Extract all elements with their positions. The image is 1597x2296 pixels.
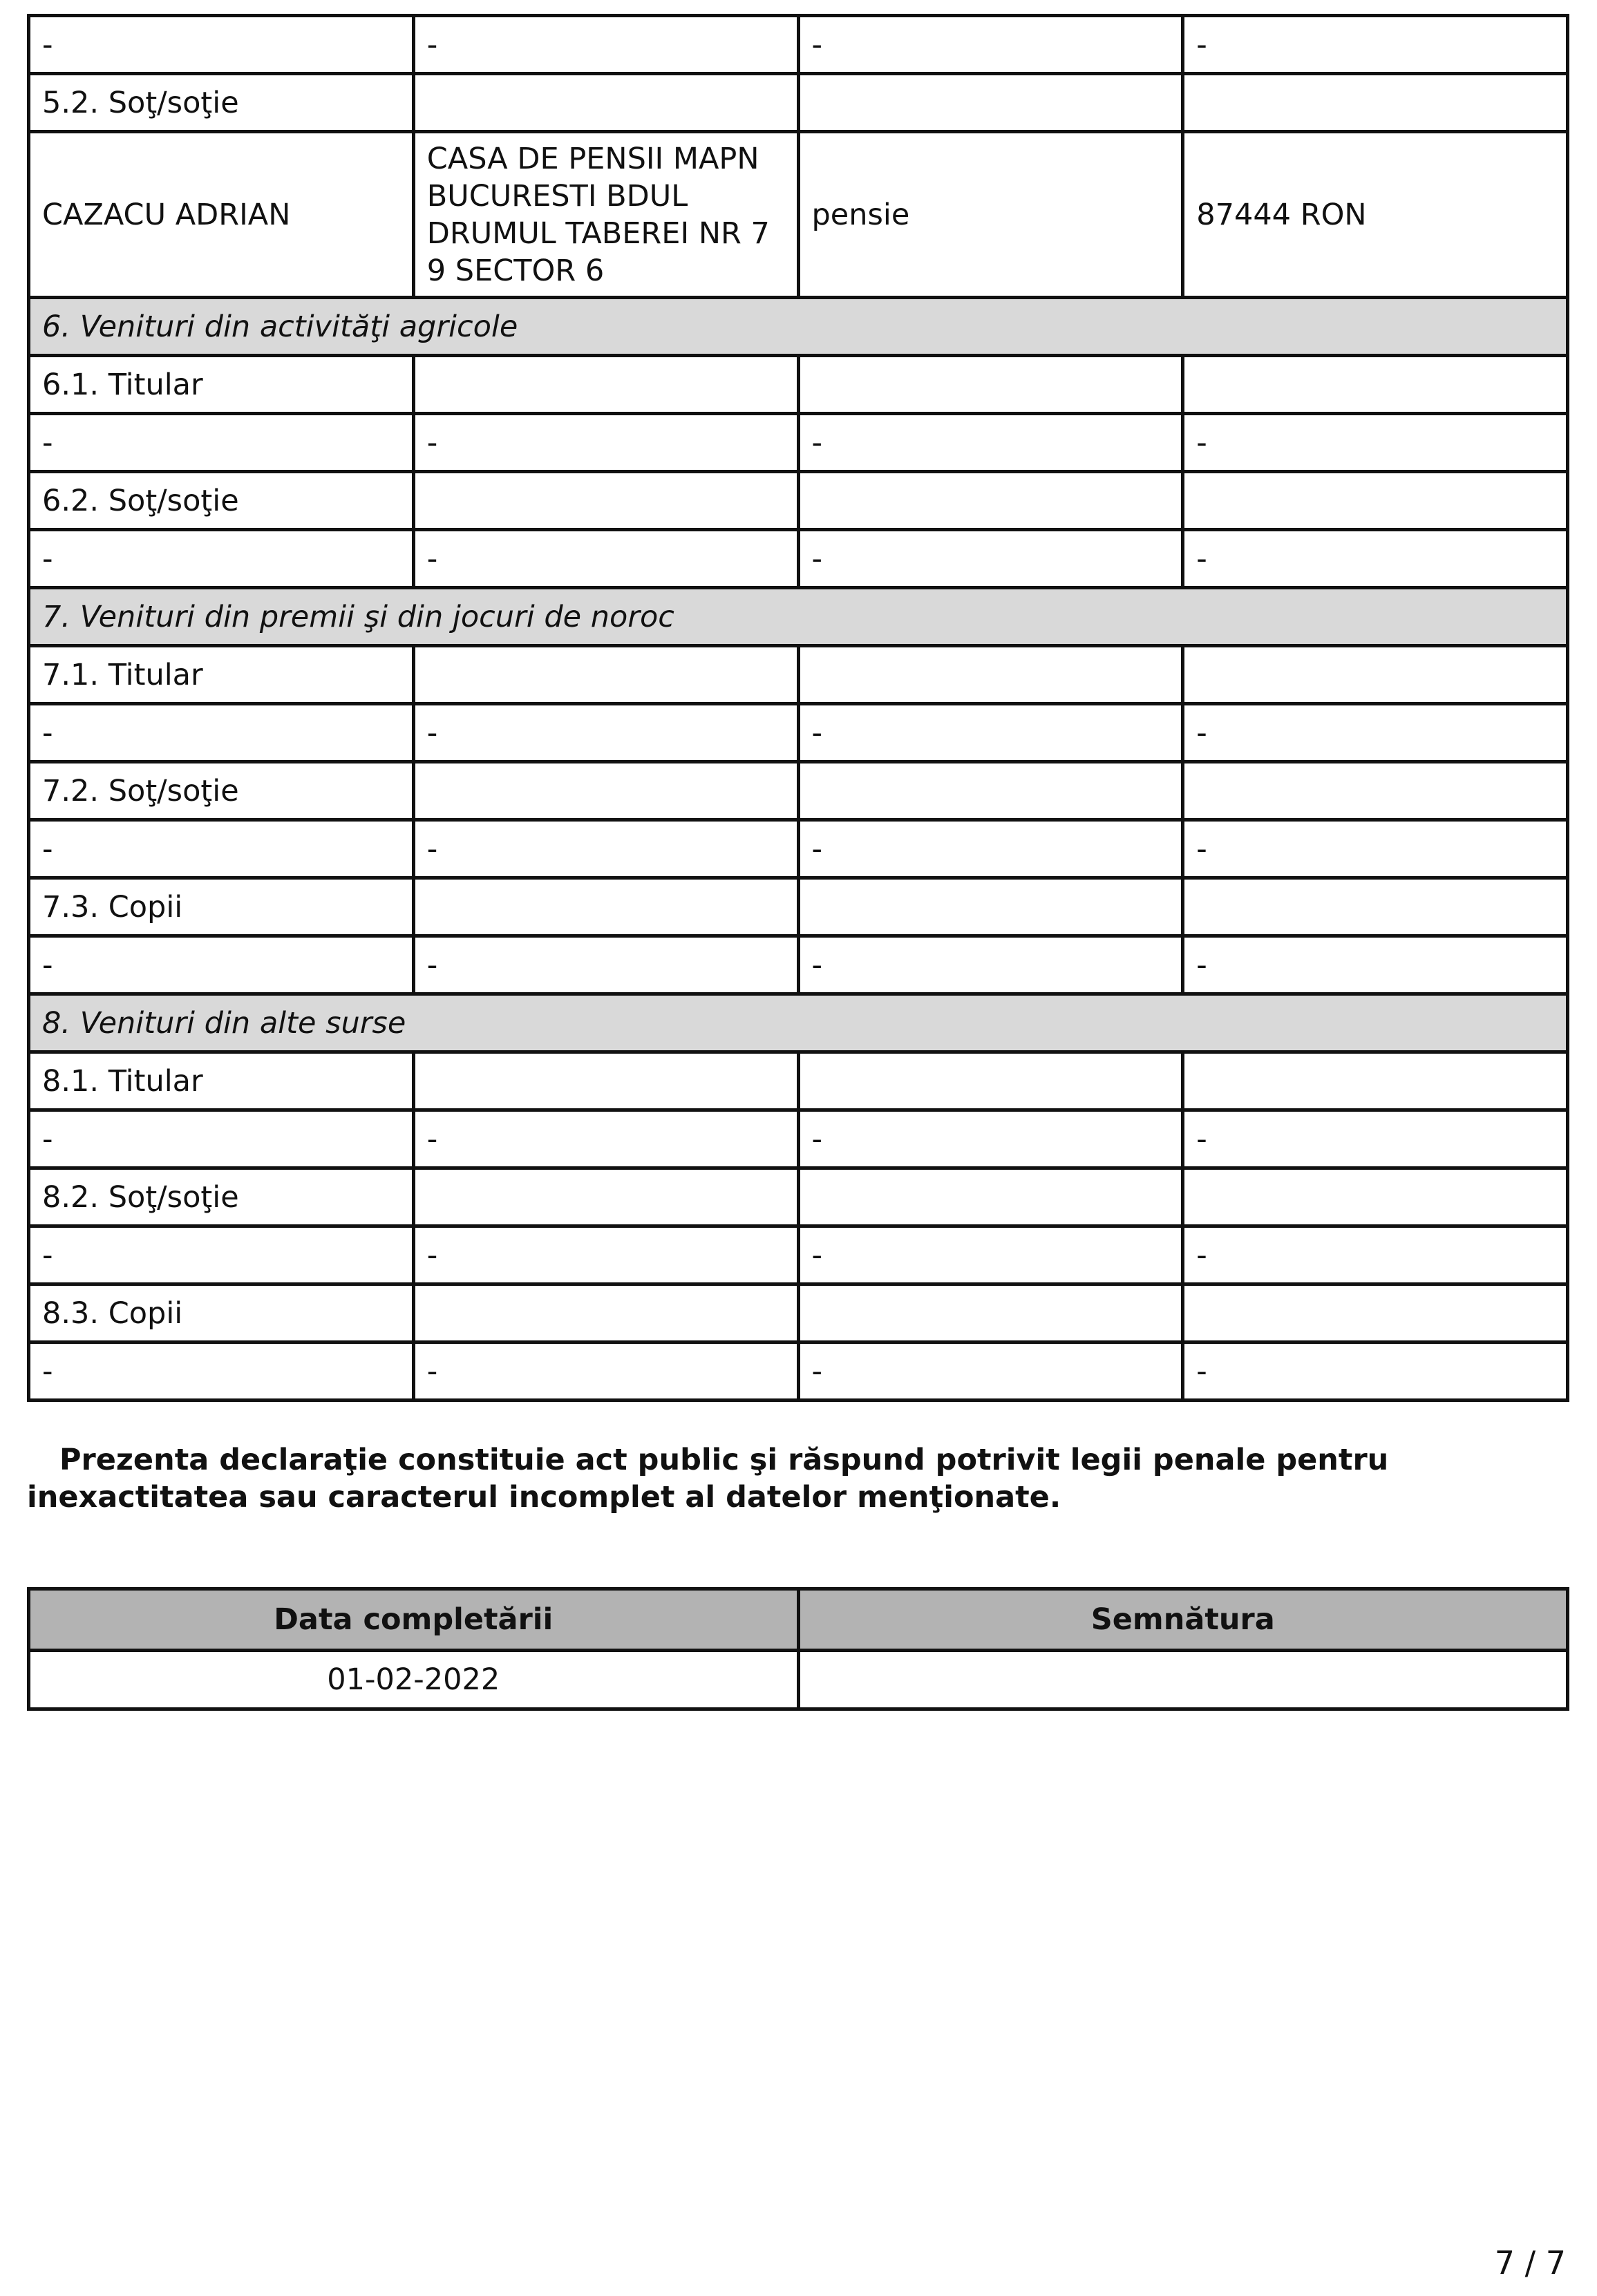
source-cell: - <box>413 414 798 472</box>
empty-cell <box>413 762 798 820</box>
empty-cell <box>1183 1168 1568 1226</box>
table-row <box>29 704 1568 762</box>
subsection-row <box>29 646 1568 704</box>
subsection-label: 5.2. Soţ/soţie <box>29 74 414 132</box>
service-cell: - <box>798 414 1183 472</box>
completion-date: 01-02-2022 <box>29 1651 799 1709</box>
empty-cell <box>1183 646 1568 704</box>
subsection-label: 7.1. Titular <box>29 646 414 704</box>
section-title: 8. Venituri din alte surse <box>29 994 1568 1052</box>
empty-cell <box>413 878 798 936</box>
empty-cell <box>413 356 798 414</box>
empty-cell <box>1183 356 1568 414</box>
beneficiary-cell: CAZACU ADRIAN <box>29 132 414 298</box>
table-row <box>29 414 1568 472</box>
source-cell: - <box>413 820 798 878</box>
section-title: 7. Venituri din premii şi din jocuri de noroc <box>29 588 1568 646</box>
empty-cell <box>1183 1052 1568 1110</box>
beneficiary-cell: - <box>29 704 414 762</box>
service-cell: - <box>798 704 1183 762</box>
source-cell: - <box>413 1110 798 1168</box>
page-number: 7 / 7 <box>1494 2244 1566 2281</box>
empty-cell <box>798 356 1183 414</box>
date-header: Data completării <box>29 1589 799 1651</box>
income-amount-cell: - <box>1183 1110 1568 1168</box>
empty-cell <box>798 646 1183 704</box>
source-cell: - <box>413 1226 798 1284</box>
service-cell: - <box>798 1343 1183 1401</box>
empty-cell <box>798 1052 1183 1110</box>
income-amount-cell: - <box>1183 530 1568 588</box>
subsection-label: 6.2. Soţ/soţie <box>29 472 414 530</box>
income-amount-cell: - <box>1183 704 1568 762</box>
service-cell: - <box>798 1226 1183 1284</box>
income-amount-cell: - <box>1183 1343 1568 1401</box>
empty-cell <box>798 472 1183 530</box>
subsection-row <box>29 1052 1568 1110</box>
subsection-label: 6.1. Titular <box>29 356 414 414</box>
empty-cell <box>798 762 1183 820</box>
service-cell: pensie <box>798 132 1183 298</box>
subsection-row <box>29 1168 1568 1226</box>
service-cell: - <box>798 936 1183 994</box>
table-row <box>29 1110 1568 1168</box>
empty-cell <box>413 1052 798 1110</box>
service-cell: - <box>798 820 1183 878</box>
income-amount-cell: - <box>1183 16 1568 74</box>
public-act-statement: Prezenta declaraţie constituie act public şi răspund potrivit legii penale pentru inexactitatea sau caracterul incomplet al datelor menţionate. <box>27 1443 1389 1515</box>
signature-cell <box>798 1651 1568 1709</box>
source-cell: - <box>413 704 798 762</box>
beneficiary-cell: - <box>29 414 414 472</box>
empty-cell <box>413 646 798 704</box>
subsection-row <box>29 472 1568 530</box>
source-cell: - <box>413 936 798 994</box>
signature-header: Semnătura <box>798 1589 1568 1651</box>
section-header-row <box>29 588 1568 646</box>
service-cell: - <box>798 16 1183 74</box>
subsection-row <box>29 74 1568 132</box>
empty-cell <box>798 74 1183 132</box>
income-amount-cell: - <box>1183 820 1568 878</box>
table-row <box>29 1226 1568 1284</box>
empty-cell <box>798 1284 1183 1343</box>
section-title: 6. Venituri din activităţi agricole <box>29 298 1568 356</box>
beneficiary-cell: - <box>29 820 414 878</box>
empty-cell <box>413 74 798 132</box>
empty-cell <box>798 878 1183 936</box>
section-header-row <box>29 298 1568 356</box>
subsection-row <box>29 878 1568 936</box>
table-row <box>29 936 1568 994</box>
signature-table <box>27 1587 1569 1711</box>
source-cell: CASA DE PENSII MAPN BUCURESTI BDUL DRUMUL TABEREI NR 7 9 SECTOR 6 <box>413 132 798 298</box>
subsection-row <box>29 762 1568 820</box>
beneficiary-cell: - <box>29 16 414 74</box>
source-cell: - <box>413 1343 798 1401</box>
empty-cell <box>413 1284 798 1343</box>
table-row <box>29 132 1568 298</box>
beneficiary-cell: - <box>29 1226 414 1284</box>
income-table <box>27 14 1569 1402</box>
service-cell: - <box>798 530 1183 588</box>
table-row <box>29 16 1568 74</box>
beneficiary-cell: - <box>29 1343 414 1401</box>
empty-cell <box>1183 472 1568 530</box>
subsection-label: 8.1. Titular <box>29 1052 414 1110</box>
beneficiary-cell: - <box>29 1110 414 1168</box>
empty-cell <box>1183 878 1568 936</box>
beneficiary-cell: - <box>29 530 414 588</box>
table-row <box>29 1343 1568 1401</box>
subsection-row <box>29 1284 1568 1343</box>
table-row <box>29 820 1568 878</box>
signature-table-value-row <box>29 1651 1568 1709</box>
section-header-row <box>29 994 1568 1052</box>
subsection-label: 8.3. Copii <box>29 1284 414 1343</box>
beneficiary-cell: - <box>29 936 414 994</box>
subsection-row <box>29 356 1568 414</box>
empty-cell <box>1183 762 1568 820</box>
subsection-label: 7.3. Copii <box>29 878 414 936</box>
service-cell: - <box>798 1110 1183 1168</box>
empty-cell <box>413 1168 798 1226</box>
signature-table-header-row <box>29 1589 1568 1651</box>
empty-cell <box>413 472 798 530</box>
income-amount-cell: 87444 RON <box>1183 132 1568 298</box>
income-amount-cell: - <box>1183 936 1568 994</box>
income-amount-cell: - <box>1183 1226 1568 1284</box>
empty-cell <box>798 1168 1183 1226</box>
subsection-label: 8.2. Soţ/soţie <box>29 1168 414 1226</box>
income-table-body <box>29 16 1568 1401</box>
source-cell: - <box>413 530 798 588</box>
table-row <box>29 530 1568 588</box>
source-cell: - <box>413 16 798 74</box>
empty-cell <box>1183 74 1568 132</box>
empty-cell <box>1183 1284 1568 1343</box>
income-amount-cell: - <box>1183 414 1568 472</box>
subsection-label: 7.2. Soţ/soţie <box>29 762 414 820</box>
